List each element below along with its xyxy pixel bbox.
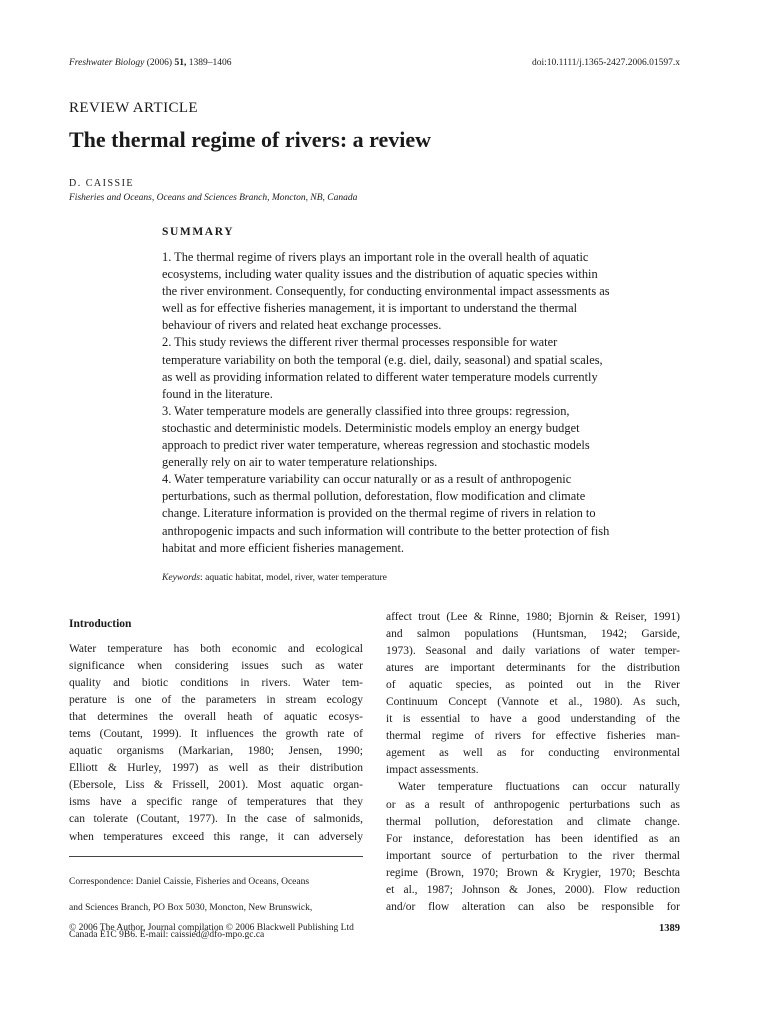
summary-line: anthropogenic impacts and such information will contribute to the better protection of fish (162, 523, 610, 538)
summary-heading: SUMMARY (162, 226, 235, 238)
body-line: atures are important determinants for the distribution (386, 662, 680, 675)
article-type: REVIEW ARTICLE (69, 100, 198, 116)
summary-line: the river environment. Consequently, for conducting environmental impact assessments as (162, 284, 610, 299)
footnote-line: and Sciences Branch, PO Box 5030, Moncton, New Brunswick, (69, 903, 313, 914)
summary-line: generally rely on air to water temperature relationships. (162, 455, 438, 470)
body-line: that determines the overall heath of aquatic ecosys- (69, 711, 363, 724)
body-column-right (386, 609, 680, 916)
summary-line: found in the literature. (162, 386, 273, 401)
page-number: 1389 (659, 923, 680, 934)
body-line: important source of perturbation to the river thermal (386, 849, 680, 862)
body-line: regime (Brown, 1970; Brown & Krygier, 1970; Beschta (386, 866, 680, 879)
keywords (162, 572, 387, 583)
body-line: et al., 1987; Johnson & Jones, 2000). Flow reduction (386, 883, 680, 896)
summary-line: as well as providing information related to different water temperature models currently (162, 369, 598, 384)
body-line: can tolerate (Coutant, 1977). In the case of salmonids, (69, 813, 363, 826)
footnote-line: Correspondence: Daniel Caissie, Fisheries and Oceans, Oceans (69, 876, 310, 887)
article-title: The thermal regime of rivers: a review (69, 127, 432, 152)
summary-line: 4. Water temperature variability can occur naturally or as a result of anthropogenic (162, 472, 572, 487)
body-line: when temperatures exceed this range, it can adversely (69, 830, 363, 843)
keywords-text: : aquatic habitat, model, river, water temperature (200, 572, 387, 583)
body-line: Elliott & Hurley, 1997) as well as their distribution (69, 762, 363, 775)
body-line: isms have a specific range of temperatures that they (69, 796, 363, 809)
body-line: Water temperature fluctuations can occur naturally (398, 781, 680, 794)
footnote-line: Canada E1C 9B6. E-mail: caissied@dfo-mpo.gc.ca (69, 930, 265, 941)
body-line: it is essential to have a good understanding of the (386, 713, 680, 726)
body-line: and salmon populations (Huntsman, 1942; Garside, (386, 628, 680, 641)
body-line: 1973). Seasonal and daily variations of water temper- (386, 645, 680, 658)
summary-line: habitat and more efficient fisheries management. (162, 540, 404, 555)
summary-line: behaviour of rivers and related heat exchange processes. (162, 318, 442, 333)
keywords-label: Keywords (162, 572, 201, 583)
summary-line: 1. The thermal regime of rivers plays an important role in the overall health of aquatic (162, 250, 589, 264)
journal-volume: 51, (174, 58, 187, 68)
body-line: thermal pollution, deforestation and climate change. (386, 815, 680, 828)
body-line: perature is one of the parameters in stream ecology (69, 694, 363, 707)
summary-line: perturbations, such as thermal pollution, deforestation, flow modification and climate (162, 489, 586, 504)
summary-line: approach to predict river water temperature, whereas regression and stochastic models (162, 438, 590, 453)
summary-line: ecosystems, including water quality issues and the distribution of aquatic species within (162, 267, 598, 282)
body-line: impact assessments. (386, 764, 479, 777)
journal-name: Freshwater Biology (69, 58, 145, 68)
section-heading-introduction: Introduction (69, 618, 132, 630)
correspondence-footnote (69, 864, 369, 954)
body-line: Water temperature has both economic and ecological (69, 643, 363, 655)
copyright-notice: © 2006 The Author, Journal compilation © 2006 Blackwell Publishing Ltd (69, 923, 354, 933)
summary-line: 3. Water temperature models are generally classified into three groups: regression, (162, 403, 570, 418)
summary-line: temperature variability on both the temporal (e.g. diel, daily, seasonal) and spatial scales, (162, 352, 603, 367)
journal-pages: 1389–1406 (188, 58, 232, 68)
summary-body (162, 249, 681, 557)
summary-line: 2. This study reviews the different river thermal processes responsible for water (162, 335, 558, 350)
body-line: For instance, deforestation has been identified as an (386, 832, 680, 845)
body-line: tems (Coutant, 1999). It influences the growth rate of (69, 728, 363, 741)
body-line: thermal regime of rivers for effective fisheries man- (386, 730, 680, 743)
author: D. CAISSIE (69, 178, 135, 189)
body-line: or as a result of anthropogenic perturbations such as (386, 798, 680, 811)
body-column-left (69, 641, 363, 846)
summary-line: stochastic and deterministic models. Deterministic models employ an energy budget (162, 420, 580, 435)
body-line: of aquatic species, as pointed out in the River (386, 679, 680, 692)
affiliation: Fisheries and Oceans, Oceans and Sciences Branch, Moncton, NB, Canada (69, 193, 358, 203)
doi: doi:10.1111/j.1365-2427.2006.01597.x (531, 58, 680, 68)
body-line: affect trout (Lee & Rinne, 1980; Bjornin & Reiser, 1991) (386, 611, 680, 623)
journal-year: (2006) (146, 58, 173, 68)
body-line: (Ebersole, Liss & Frissell, 2001). Most aquatic organ- (69, 779, 363, 792)
body-line: Continuum Concept (Vannote et al., 1980). As such, (386, 696, 680, 709)
running-header-citation (69, 57, 231, 69)
summary-line: change. Literature information is provided on the thermal regime of rivers in relation to (162, 506, 596, 521)
body-line: agement as well as for conducting environmental (386, 747, 680, 760)
body-line: and/or flow alteration can also be responsible for (386, 900, 680, 913)
body-line: quality and biotic conditions in rivers. Water tem- (69, 677, 363, 690)
body-line: significance when considering issues such as water (69, 660, 363, 673)
footnote-divider (69, 856, 363, 857)
summary-line: well as for effective fisheries management, it is important to understand the thermal (162, 301, 578, 316)
body-line: aquatic organisms (Markarian, 1980; Jensen, 1990; (69, 745, 363, 758)
